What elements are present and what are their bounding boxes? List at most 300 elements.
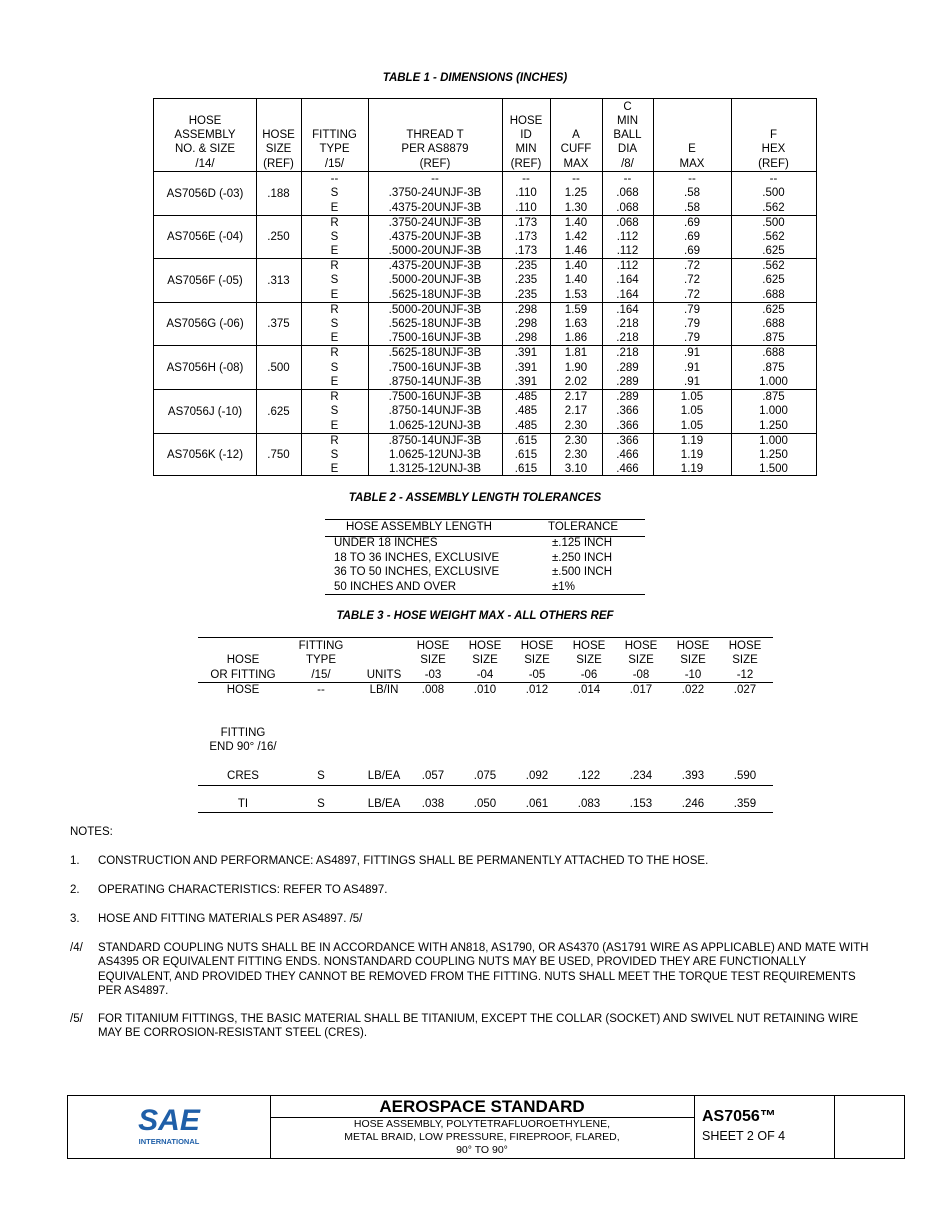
table3-ti-cell: .246: [681, 798, 705, 810]
table1-cell-thread: .3750-24UNJF-3B: [388, 187, 482, 200]
table3-mid-rule: [198, 785, 773, 786]
table3-header-line: UNITS: [366, 668, 402, 681]
table1-cell-cuff: 2.30: [564, 419, 588, 432]
hose-size: .188: [267, 187, 290, 200]
table1-cell-thread: .5000-20UNJF-3B: [388, 274, 482, 287]
table1-cell-ball: .366: [616, 419, 639, 432]
title-block: [67, 1095, 905, 1159]
table1-cell-thread: .4375-20UNJF-3B: [388, 230, 482, 243]
table1-cell-e: 1.05: [680, 419, 704, 432]
table3-header-line: SIZE: [472, 654, 498, 667]
table1-cell-types: R: [330, 434, 339, 447]
table1-cell-cuff: 1.30: [564, 201, 588, 214]
table3-ti-cell: .153: [629, 798, 653, 810]
table3-hose-cell: .012: [525, 684, 549, 696]
assembly-number: AS7056E (-04): [166, 231, 244, 244]
sheet-number: SHEET 2 OF 4: [702, 1129, 786, 1143]
assembly-number: AS7056D (-03): [166, 187, 244, 200]
note-number: 3.: [70, 913, 80, 925]
table1-row-group: [154, 259, 816, 303]
table1-cell-thread: .5625-18UNJF-3B: [388, 288, 482, 301]
header-line: MAX: [563, 157, 589, 170]
table1-cell-id: .485: [514, 419, 538, 432]
table1-cell-e: --: [688, 173, 696, 185]
table2-tolerance: ±1%: [552, 580, 575, 593]
table1-cell-id: .173: [514, 230, 538, 243]
assembly-number: AS7056K (-12): [166, 449, 244, 462]
table1-cell-types: E: [330, 419, 339, 432]
table1-header-hex: [731, 128, 816, 171]
assembly-number: AS7056F (-05): [167, 274, 243, 287]
table3-cres-cell: LB/EA: [367, 770, 401, 782]
table1-cell-types: R: [330, 303, 339, 316]
table1-cell-types: S: [330, 274, 339, 287]
table1-cell-hex: .500: [762, 187, 785, 200]
document-number: AS7056™: [702, 1108, 776, 1125]
table1-cell-id: .615: [514, 448, 538, 461]
header-line: E: [688, 143, 696, 156]
table1-cell-thread: 1.3125-12UNJ-3B: [388, 463, 482, 476]
table1-cell-e: .69: [684, 245, 700, 258]
table1-cell-e: .79: [684, 332, 700, 345]
table3-hose-cell: .008: [421, 684, 445, 696]
table3-header-line: OR FITTING: [210, 668, 276, 681]
table1-row-group: [154, 346, 816, 390]
table1-cell-cuff: 1.25: [564, 187, 588, 200]
header-line: PER AS8879: [401, 143, 469, 156]
table1-cell-id: .235: [514, 260, 538, 273]
table1-row-group: [154, 172, 816, 216]
table1-cell-ball: --: [623, 173, 632, 185]
table1-cell-cuff: 2.02: [564, 375, 588, 388]
table1-cell-ball: .068: [616, 187, 639, 200]
table3-cres-cell: .075: [473, 770, 497, 782]
header-line: SIZE: [265, 143, 292, 156]
table1-cell-id: .298: [514, 303, 538, 316]
standard-description: [270, 1118, 694, 1157]
table1-cell-cuff: 1.40: [564, 274, 588, 287]
note-number: 2.: [70, 884, 80, 896]
table1-cell-hex: .562: [762, 260, 785, 273]
table1-cell-thread: .3750-24UNJF-3B: [388, 216, 482, 229]
table1-cell-ball: .218: [616, 332, 639, 345]
table1-cell-types: S: [330, 230, 339, 243]
table1-cell-types: R: [330, 260, 339, 273]
header-line: (REF): [419, 157, 451, 170]
table1-cell-ball: .289: [616, 361, 639, 374]
note-text: HOSE AND FITTING MATERIALS PER AS4897. /5/: [98, 913, 363, 925]
table2-header-tolerance: TOLERANCE: [548, 521, 619, 533]
table3-ti-cell: .083: [577, 798, 601, 810]
table1-cell-ball: .112: [616, 260, 639, 273]
table1-cell-ball: .289: [616, 391, 639, 403]
table3-ti-cell: .038: [421, 798, 445, 810]
table1-cell-ball: .466: [616, 448, 639, 461]
table1-cell-types: S: [330, 405, 339, 418]
note-number: /4/: [70, 942, 83, 954]
table3-header-line: -04: [476, 668, 494, 681]
table2-length: 36 TO 50 INCHES, EXCLUSIVE: [334, 566, 500, 578]
header-line: F: [769, 129, 778, 142]
table1-cell-types: R: [330, 391, 339, 403]
table1-cell-types: S: [330, 361, 339, 374]
table3-header-line: -03: [424, 668, 442, 681]
table1-cell-types: R: [330, 347, 339, 360]
table3-ti-cell: .050: [473, 798, 497, 810]
table2-length: UNDER 18 INCHES: [334, 537, 438, 549]
sae-logo: [136, 1102, 202, 1150]
header-line: ASSEMBLY: [174, 129, 236, 142]
table3-header-line: HOSE: [572, 640, 606, 653]
table1-cell-types: E: [330, 288, 339, 301]
table1-cell-id: .235: [514, 288, 538, 301]
table1-cell-id: .485: [514, 405, 538, 418]
table3-header-line: FITTING: [298, 640, 344, 653]
table1-cell-id: .391: [514, 375, 538, 388]
table1-row-group: [154, 303, 816, 347]
table1-cell-types: S: [330, 187, 339, 200]
table1-cell-id: .391: [514, 361, 538, 374]
table1-cell-thread: .5625-18UNJF-3B: [388, 318, 482, 331]
header-line: THREAD T: [406, 129, 464, 142]
table1-cell-cuff: 1.90: [564, 361, 588, 374]
table1-cell-id: .615: [514, 434, 538, 447]
table1-cell-ball: .068: [616, 201, 639, 214]
table1-cell-id: .110: [515, 187, 537, 200]
table1-cell-e: .91: [684, 361, 700, 374]
table1-cell-hex: .625: [762, 303, 785, 316]
table1-cell-hex: 1.500: [759, 463, 788, 476]
logo-cell: [68, 1096, 271, 1158]
table2-length: 18 TO 36 INCHES, EXCLUSIVE: [334, 551, 500, 564]
table1-row-group: [154, 390, 816, 434]
table3-title: TABLE 3 - HOSE WEIGHT MAX - ALL OTHERS REF: [336, 610, 614, 622]
table3-hose-cell: HOSE: [226, 684, 260, 696]
table1-cell-thread: .8750-14UNJF-3B: [388, 434, 482, 447]
table1-cell-e: .69: [684, 216, 700, 229]
table1-cell-types: --: [330, 173, 339, 185]
table3-ti-cell: .061: [525, 798, 549, 810]
header-line: ID: [520, 129, 532, 142]
table1-cell-id: .110: [515, 201, 537, 214]
assembly-number: AS7056H (-08): [166, 361, 244, 374]
table1-cell-hex: .500: [762, 216, 785, 229]
table1-cell-cuff: 2.17: [564, 405, 588, 418]
table1-cell-types: E: [330, 201, 339, 214]
table1-cell-hex: .875: [762, 361, 785, 374]
header-line: BALL: [613, 129, 642, 142]
header-line: DIA: [617, 143, 638, 156]
table1-cell-ball: .366: [616, 405, 639, 418]
table3-ti-cell: S: [317, 798, 325, 810]
table1-cell-hex: .625: [762, 274, 785, 287]
table1-title: TABLE 1 - DIMENSIONS (INCHES): [382, 72, 568, 84]
table1-header-e: [653, 142, 731, 171]
table1-cell-e: .72: [684, 260, 700, 273]
table1-cell-types: E: [330, 463, 339, 476]
table1-cell-e: 1.05: [680, 405, 704, 418]
table1-header-hoseid: [502, 114, 550, 171]
table1-cell-id: .298: [514, 318, 538, 331]
table1-cell-thread: .7500-16UNJF-3B: [388, 361, 482, 374]
standard-title: AEROSPACE STANDARD: [270, 1096, 694, 1118]
fitting-label-line: FITTING: [220, 727, 266, 739]
header-line: MAX: [679, 157, 705, 170]
header-line: HOSE: [262, 129, 295, 142]
table1-cell-cuff: 2.17: [564, 391, 588, 403]
table1-cell-types: E: [330, 332, 339, 345]
table3-ti-cell: .359: [733, 798, 757, 810]
table1-header-assembly: [154, 114, 256, 171]
table3-hose-cell: .010: [473, 684, 497, 696]
table1-cell-types: E: [330, 375, 339, 388]
table1-cell-cuff: --: [572, 173, 580, 185]
table1-cell-e: .79: [684, 318, 700, 331]
table1-cell-e: 1.05: [680, 391, 704, 403]
table1-cell-cuff: 1.81: [564, 347, 588, 360]
table1-cell-ball: .218: [616, 347, 639, 360]
table1-header-fitting: [301, 128, 368, 171]
table3-header-line: -10: [684, 668, 702, 681]
table1-cell-id: .173: [514, 245, 538, 258]
doc-cell: [694, 1096, 835, 1158]
note-number: /5/: [70, 1013, 83, 1025]
table1-cell-hex: .688: [762, 347, 785, 360]
hose-size: .313: [267, 274, 290, 287]
table1-cell-thread: 1.0625-12UNJ-3B: [388, 448, 482, 461]
table1-cell-cuff: 2.30: [564, 434, 588, 447]
table1-cell-hex: 1.000: [759, 405, 788, 418]
table3-cres-cell: .092: [525, 770, 549, 782]
title-cell: [270, 1096, 695, 1158]
table3-header-line: SIZE: [420, 654, 446, 667]
table1-cell-id: --: [522, 173, 530, 185]
table1-row-group: [154, 216, 816, 260]
header-line: HOSE: [509, 114, 543, 127]
header-line: HEX: [761, 143, 786, 156]
table3-hose-cell: .017: [629, 684, 653, 696]
table1-cell-types: S: [330, 448, 339, 461]
table1-cell-hex: .875: [762, 332, 785, 345]
table1-cell-hex: --: [769, 173, 778, 185]
header-line: NO. & SIZE: [174, 143, 236, 156]
table1-cell-hex: .875: [762, 391, 785, 403]
table1-cell-ball: .112: [616, 245, 639, 258]
table2-title: TABLE 2 - ASSEMBLY LENGTH TOLERANCES: [348, 492, 602, 504]
logo-subtext: INTERNATIONAL: [138, 1137, 200, 1146]
table3-header-line: -05: [528, 668, 546, 681]
table1-row-group: [154, 434, 816, 478]
table1-cell-thread: .5000-20UNJF-3B: [388, 245, 482, 258]
table1-cell-cuff: 1.86: [564, 332, 588, 345]
table3-header-line: HOSE: [676, 640, 710, 653]
table1-cell-id: .235: [514, 274, 538, 287]
table3-header-line: /15/: [311, 668, 331, 681]
table3-ti-cell: LB/EA: [367, 798, 401, 810]
header-line: (REF): [263, 157, 294, 170]
table1-cell-hex: .562: [762, 230, 785, 243]
table1-cell-hex: .562: [762, 201, 785, 214]
table3-hose-cell: --: [317, 684, 325, 696]
table1-cell-thread: .5000-20UNJF-3B: [388, 303, 482, 316]
assembly-number: AS7056G (-06): [166, 318, 244, 331]
table3-header-line: -12: [736, 668, 754, 681]
table1-cell-hex: 1.000: [759, 434, 788, 447]
desc-line-2: METAL BRAID, LOW PRESSURE, FIREPROOF, FLARED,: [344, 1131, 620, 1143]
table2-length: 50 INCHES AND OVER: [334, 580, 457, 593]
table3-header-line: SIZE: [576, 654, 602, 667]
table2-top-rule: [325, 519, 645, 520]
table1-cell-ball: .164: [616, 303, 639, 316]
hose-size: .750: [267, 449, 290, 462]
header-line: C: [623, 100, 632, 113]
notes-heading: NOTES:: [70, 826, 113, 838]
table1-cell-hex: .688: [762, 318, 785, 331]
table1-cell-id: .485: [514, 391, 538, 403]
table3-header-line: SIZE: [680, 654, 706, 667]
header-line: HOSE: [188, 114, 222, 127]
table2-bottom-rule: [325, 594, 645, 595]
table1-cell-types: E: [330, 245, 339, 258]
table3-cres-cell: .393: [681, 770, 705, 782]
table3-cres-cell: CRES: [227, 770, 259, 782]
note-number: 1.: [70, 855, 80, 867]
table3-header-line: TYPE: [305, 654, 337, 667]
table1-cell-e: .72: [684, 288, 700, 301]
table3-header-line: -06: [580, 668, 598, 681]
header-line: FITTING: [312, 129, 357, 142]
table3-header-line: HOSE: [226, 654, 260, 667]
table3-hose-cell: .014: [577, 684, 601, 696]
table1-cell-e: .58: [684, 187, 700, 200]
table1-cell-cuff: 1.46: [564, 245, 588, 258]
table1-cell-ball: .366: [616, 434, 639, 447]
table1-cell-ball: .218: [616, 318, 639, 331]
table2-tolerance: ±.125 INCH: [552, 537, 612, 549]
table3-header-line: HOSE: [728, 640, 762, 653]
table1-cell-thread: .8750-14UNJF-3B: [388, 375, 482, 388]
table1-cell-thread: .5625-18UNJF-3B: [388, 347, 482, 360]
table1-cell-id: .173: [514, 216, 538, 229]
header-line: /14/: [195, 157, 215, 170]
table1-cell-cuff: 1.63: [564, 318, 588, 331]
table3-cres-cell: S: [317, 770, 325, 782]
note-text: FOR TITANIUM FITTINGS, THE BASIC MATERIAL SHALL BE TITANIUM, EXCEPT THE COLLAR (SOCKET) AND SWIVEL NUT RETAINING WIRE MAY BE CORROSION-RESISTANT STEEL (CRES).: [98, 1013, 859, 1040]
table1-header-cuff: [550, 128, 602, 171]
table1-cell-thread: 1.0625-12UNJ-3B: [388, 419, 482, 432]
table3-ti-cell: TI: [237, 798, 249, 810]
table3-header-line: -08: [632, 668, 650, 681]
table1-cell-cuff: 1.40: [564, 260, 588, 273]
table3-cres-cell: .234: [629, 770, 653, 782]
table1-cell-ball: .466: [616, 463, 639, 476]
table3-header-line: SIZE: [732, 654, 758, 667]
table1-cell-hex: 1.250: [759, 448, 788, 461]
table1-cell-id: .615: [514, 463, 538, 476]
table3-header-line: SIZE: [524, 654, 550, 667]
table1-cell-cuff: 1.40: [564, 216, 588, 229]
table2-tolerance: ±.250 INCH: [552, 551, 612, 564]
table1-cell-thread: --: [431, 173, 439, 185]
table1-cell-cuff: 1.42: [564, 230, 588, 243]
desc-line-1: HOSE ASSEMBLY, POLYTETRAFLUOROETHYLENE,: [353, 1118, 611, 1130]
table1-cell-id: .391: [514, 347, 538, 360]
hose-size: .375: [267, 318, 290, 331]
table3-hose-cell: .022: [681, 684, 705, 696]
table1-cell-hex: .688: [762, 288, 785, 301]
table3-cres-cell: .590: [733, 770, 757, 782]
header-line: CUFF: [560, 143, 592, 156]
table1-cell-hex: .625: [762, 245, 785, 258]
table1-cell-e: .72: [684, 274, 700, 287]
table1-cell-cuff: 1.59: [564, 303, 588, 316]
table3-header-line: HOSE: [624, 640, 658, 653]
hose-size: .250: [267, 231, 290, 244]
table1-cell-e: 1.19: [680, 463, 704, 476]
header-line: TYPE: [319, 143, 350, 156]
table3-top-rule: [198, 637, 773, 638]
table1-cell-thread: .4375-20UNJF-3B: [388, 201, 482, 214]
logo-text: SAE: [138, 1104, 200, 1137]
header-line: /15/: [324, 157, 345, 170]
table1-cell-ball: .112: [616, 230, 639, 243]
table3-hose-cell: .027: [733, 684, 757, 696]
table1-cell-cuff: 3.10: [564, 463, 588, 476]
header-line: /8/: [621, 157, 634, 170]
table1-cell-thread: .7500-16UNJF-3B: [388, 391, 482, 403]
table1-header-thread: [368, 128, 502, 171]
desc-line-3: 90° TO 90°: [456, 1144, 508, 1156]
note-text: STANDARD COUPLING NUTS SHALL BE IN ACCORDANCE WITH AN818, AS1790, OR AS4370 (AS1791 WIRE AS APPLICABLE) AND MATE WITH AS4395 OR EQUIVALENT FITTING ENDS. NONSTANDARD COUPLING NUTS MAY BE USED, PROVIDED THEY ARE FUNCTIONALLY EQUIVALENT, AND PROVIDED THEY CANNOT BE REMOVED FROM THE FITTING. NUTS SHALL MEET THE TORQUE TEST REQUIREMENTS PER AS4897.: [98, 942, 869, 997]
hose-size: .625: [267, 405, 290, 418]
fitting-label-line: END 90° /16/: [209, 741, 277, 754]
table1-cell-thread: .8750-14UNJF-3B: [388, 405, 482, 418]
table3-cres-cell: .057: [421, 770, 445, 782]
header-line: MIN: [515, 143, 537, 156]
table3-header-line: HOSE: [416, 640, 450, 653]
table1-cell-ball: .068: [616, 216, 639, 229]
hose-size: .500: [267, 361, 290, 374]
table1-cell-types: S: [330, 318, 339, 331]
table3-hose-cell: LB/IN: [369, 684, 399, 696]
header-line: A: [572, 129, 580, 142]
table2-tolerance: ±.500 INCH: [552, 566, 612, 578]
table1-cell-e: .91: [684, 347, 700, 360]
table1-cell-e: 1.19: [680, 448, 704, 461]
table1-cell-cuff: 2.30: [564, 448, 588, 461]
table3-header-line: SIZE: [628, 654, 654, 667]
table1-cell-hex: 1.250: [759, 419, 788, 432]
header-line: MIN: [616, 114, 639, 127]
table1-cell-e: 1.19: [680, 434, 704, 447]
table1-cell-hex: 1.000: [759, 375, 788, 388]
dimensions-table: [153, 98, 817, 476]
table3-header-line: HOSE: [520, 640, 554, 653]
table1-cell-thread: .4375-20UNJF-3B: [388, 260, 482, 273]
table1-cell-ball: .164: [616, 288, 639, 301]
table3-bottom-rule: [198, 812, 773, 813]
table1-header-ball: [602, 100, 653, 171]
table1-cell-types: R: [330, 216, 339, 229]
table1-cell-e: .69: [684, 230, 700, 243]
table3-cres-cell: .122: [577, 770, 601, 782]
header-line: (REF): [758, 157, 789, 170]
table1-cell-e: .58: [684, 201, 700, 214]
table1-cell-ball: .164: [616, 274, 639, 287]
table1-cell-id: .298: [514, 332, 538, 345]
table1-header-size: [256, 128, 301, 171]
header-line: (REF): [510, 157, 542, 170]
